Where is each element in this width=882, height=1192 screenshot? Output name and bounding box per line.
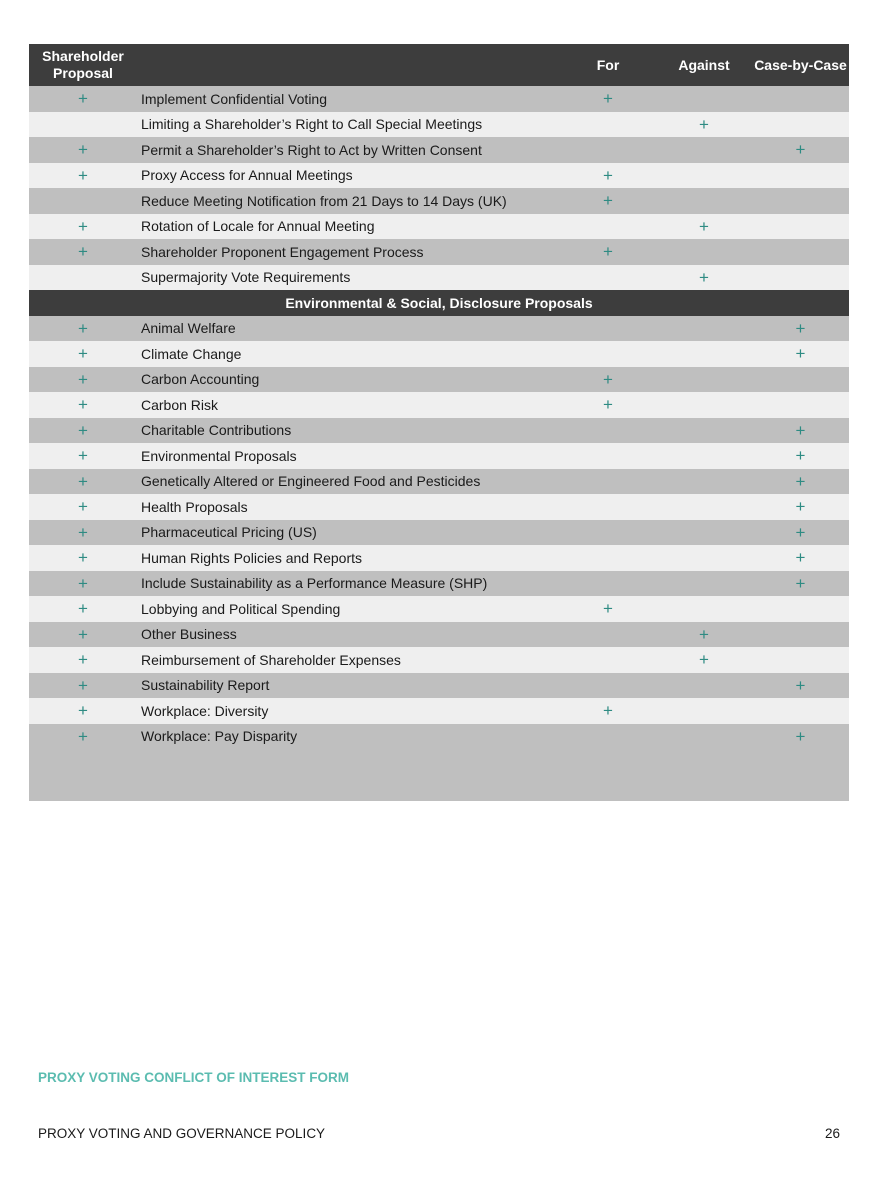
shareholder-proposal-mark-cell [29,575,137,592]
proposal-name: Reimbursement of Shareholder Expenses [141,651,401,668]
for-mark-cell [560,600,656,617]
against-mark-cell [656,116,752,133]
shareholder-proposal-mark: + [78,675,88,695]
proposal-name-cell [137,652,560,668]
table-row [29,622,849,648]
for-mark-cell [560,396,656,413]
table-row [29,520,849,546]
header-shareholder-proposal: Shareholder Proposal [42,48,124,81]
case-by-case-mark-cell [752,677,849,694]
shareholder-proposal-mark-cell [29,702,137,719]
governance-rows [29,86,849,290]
proposal-name-cell [137,142,560,158]
proposal-name-cell [137,728,560,744]
case-by-case-mark-cell [752,524,849,541]
shareholder-proposal-mark: + [78,497,88,517]
for-mark: + [603,701,613,721]
table-filler [29,749,849,801]
case-by-case-mark-cell [752,447,849,464]
shareholder-proposal-mark: + [78,395,88,415]
table-row [29,367,849,393]
shareholder-proposal-mark: + [78,573,88,593]
shareholder-proposal-mark-cell [29,626,137,643]
table-row [29,214,849,240]
shareholder-proposal-mark-cell [29,473,137,490]
proposal-name: Environmental Proposals [141,447,297,464]
shareholder-proposal-mark-cell [29,90,137,107]
shareholder-proposal-mark: + [78,140,88,160]
shareholder-proposal-mark: + [78,242,88,262]
proposal-name: Workplace: Pay Disparity [141,728,298,745]
case-by-case-mark: + [795,446,806,466]
table-row [29,316,849,342]
proposal-name-cell [137,499,560,515]
table-row [29,392,849,418]
case-by-case-mark-cell [752,498,849,515]
table-row [29,188,849,214]
table-row [29,494,849,520]
table-row [29,265,849,291]
shareholder-proposal-mark: + [78,420,88,440]
proposal-name-cell [137,524,560,540]
shareholder-proposal-mark: + [78,701,88,721]
against-mark-cell [656,651,752,668]
shareholder-proposal-mark: + [78,726,88,746]
for-mark: + [603,395,613,415]
table-row [29,112,849,138]
page-number: 26 [824,1126,840,1141]
case-by-case-mark: + [795,573,806,593]
shareholder-proposal-mark: + [78,599,88,619]
case-by-case-mark: + [795,140,806,160]
shareholder-proposal-mark-cell [29,677,137,694]
shareholder-proposal-mark-cell [29,371,137,388]
proposal-name: Other Business [141,626,237,643]
proposal-name-cell [137,193,560,209]
environmental-social-rows [29,316,849,750]
shareholder-proposal-mark: + [78,522,88,542]
for-mark-cell [560,702,656,719]
for-mark-cell [560,90,656,107]
header-for: For [596,57,620,73]
proposal-name: Shareholder Proponent Engagement Process [141,243,424,260]
shareholder-proposal-mark-cell [29,728,137,745]
shareholder-proposal-mark: + [78,216,88,236]
proposal-name-cell [137,473,560,489]
shareholder-proposal-mark: + [78,650,88,670]
shareholder-proposal-mark: + [78,548,88,568]
shareholder-proposal-mark-cell [29,243,137,260]
proposal-name-cell [137,397,560,413]
proposal-name: Permit a Shareholder’s Right to Act by Written Consent [141,141,482,158]
table-row [29,86,849,112]
shareholder-proposal-mark: + [78,446,88,466]
proposal-name: Human Rights Policies and Reports [141,549,362,566]
proposal-name-cell [137,575,560,591]
shareholder-proposal-mark: + [78,318,88,338]
proposal-name-cell [137,91,560,107]
case-by-case-mark: + [795,726,806,746]
case-by-case-mark-cell [752,549,849,566]
conflict-of-interest-form-link[interactable]: PROXY VOTING CONFLICT OF INTEREST FORM [38,1070,350,1085]
proposal-name: Limiting a Shareholder’s Right to Call Special Meetings [141,116,483,133]
against-mark-cell [656,269,752,286]
shareholder-proposal-mark-cell [29,498,137,515]
shareholder-proposal-mark-cell [29,422,137,439]
proposal-name-cell [137,244,560,260]
shareholder-proposal-mark: + [78,369,88,389]
proposal-name-cell [137,448,560,464]
proposal-name-cell [137,371,560,387]
proposal-name-cell [137,626,560,642]
against-mark-cell [656,626,752,643]
proposal-name: Carbon Risk [141,396,219,413]
table-row [29,596,849,622]
case-by-case-mark-cell [752,320,849,337]
proposal-name-cell [137,116,560,132]
table-row [29,239,849,265]
shareholder-proposal-mark: + [78,624,88,644]
shareholder-proposal-mark: + [78,165,88,185]
table-row [29,724,849,750]
proposal-name-cell [137,703,560,719]
case-by-case-mark: + [795,420,806,440]
proposal-name: Carbon Accounting [141,371,260,388]
shareholder-proposal-mark-cell [29,447,137,464]
shareholder-proposal-mark: + [78,344,88,364]
case-by-case-mark-cell [752,345,849,362]
for-mark: + [603,89,613,109]
proposal-name: Rotation of Locale for Annual Meeting [141,218,375,235]
proposal-name: Implement Confidential Voting [141,90,327,107]
for-mark: + [603,165,613,185]
shareholder-proposal-mark-cell [29,141,137,158]
proposal-name: Charitable Contributions [141,422,292,439]
proposal-name-cell [137,269,560,285]
for-mark-cell [560,167,656,184]
shareholder-proposal-mark-cell [29,600,137,617]
table-row [29,341,849,367]
proposal-name-cell [137,550,560,566]
table-row [29,647,849,673]
proposal-name: Include Sustainability as a Performance Measure (SHP) [141,575,488,592]
proposal-name: Animal Welfare [141,320,236,337]
proposal-name-cell [137,422,560,438]
proposal-name: Health Proposals [141,498,248,515]
shareholder-proposal-mark-cell [29,651,137,668]
table-row [29,163,849,189]
case-by-case-mark-cell [752,422,849,439]
table-row [29,443,849,469]
case-by-case-mark: + [795,471,806,491]
for-mark: + [603,242,613,262]
proposal-name: Pharmaceutical Pricing (US) [141,524,317,541]
against-mark: + [699,267,709,287]
proposal-name-cell [137,218,560,234]
case-by-case-mark: + [795,344,806,364]
proposal-name-cell [137,320,560,336]
proposal-name: Workplace: Diversity [141,702,269,719]
case-by-case-mark: + [795,548,806,568]
header-against: Against [678,57,730,73]
table-header [29,44,849,86]
shareholder-proposal-mark-cell [29,549,137,566]
proposal-name: Sustainability Report [141,677,270,694]
shareholder-proposal-mark-cell [29,167,137,184]
header-case-by-case: Case-by-Case [754,56,847,73]
for-mark: + [603,369,613,389]
case-by-case-mark: + [795,318,806,338]
for-mark-cell [560,192,656,209]
for-mark-cell [560,243,656,260]
case-by-case-mark: + [795,497,806,517]
table-row [29,469,849,495]
against-mark-cell [656,218,752,235]
section-header-environmental-social: Environmental & Social, Disclosure Proposals [29,290,849,316]
against-mark: + [699,216,709,236]
proposal-name: Supermajority Vote Requirements [141,269,351,286]
proposal-name-cell [137,601,560,617]
against-mark: + [699,624,709,644]
proposal-name: Reduce Meeting Notification from 21 Days to 14 Days (UK) [141,192,507,209]
case-by-case-mark-cell [752,575,849,592]
shareholder-proposal-mark-cell [29,320,137,337]
proposal-name-cell [137,677,560,693]
for-mark-cell [560,371,656,388]
table-row [29,698,849,724]
table-row [29,137,849,163]
proposal-name: Genetically Altered or Engineered Food and Pesticides [141,473,481,490]
proposal-name: Climate Change [141,345,242,362]
proposal-name-cell [137,346,560,362]
shareholder-proposal-mark: + [78,471,88,491]
shareholder-proposal-mark-cell [29,524,137,541]
case-by-case-mark: + [795,522,806,542]
proposal-name: Proxy Access for Annual Meetings [141,167,353,184]
table-row [29,673,849,699]
proposal-name: Lobbying and Political Spending [141,600,341,617]
against-mark: + [699,114,709,134]
proposal-name-cell [137,167,560,183]
case-by-case-mark-cell [752,141,849,158]
case-by-case-mark: + [795,675,806,695]
against-mark: + [699,650,709,670]
shareholder-proposal-mark: + [78,89,88,109]
for-mark: + [603,599,613,619]
table-row [29,545,849,571]
for-mark: + [603,191,613,211]
shareholder-proposal-mark-cell [29,218,137,235]
table-row [29,418,849,444]
proxy-voting-table [29,44,849,801]
table-row [29,571,849,597]
case-by-case-mark-cell [752,473,849,490]
footer-document-title: PROXY VOTING AND GOVERNANCE POLICY [38,1126,326,1141]
case-by-case-mark-cell [752,728,849,745]
shareholder-proposal-mark-cell [29,345,137,362]
shareholder-proposal-mark-cell [29,396,137,413]
